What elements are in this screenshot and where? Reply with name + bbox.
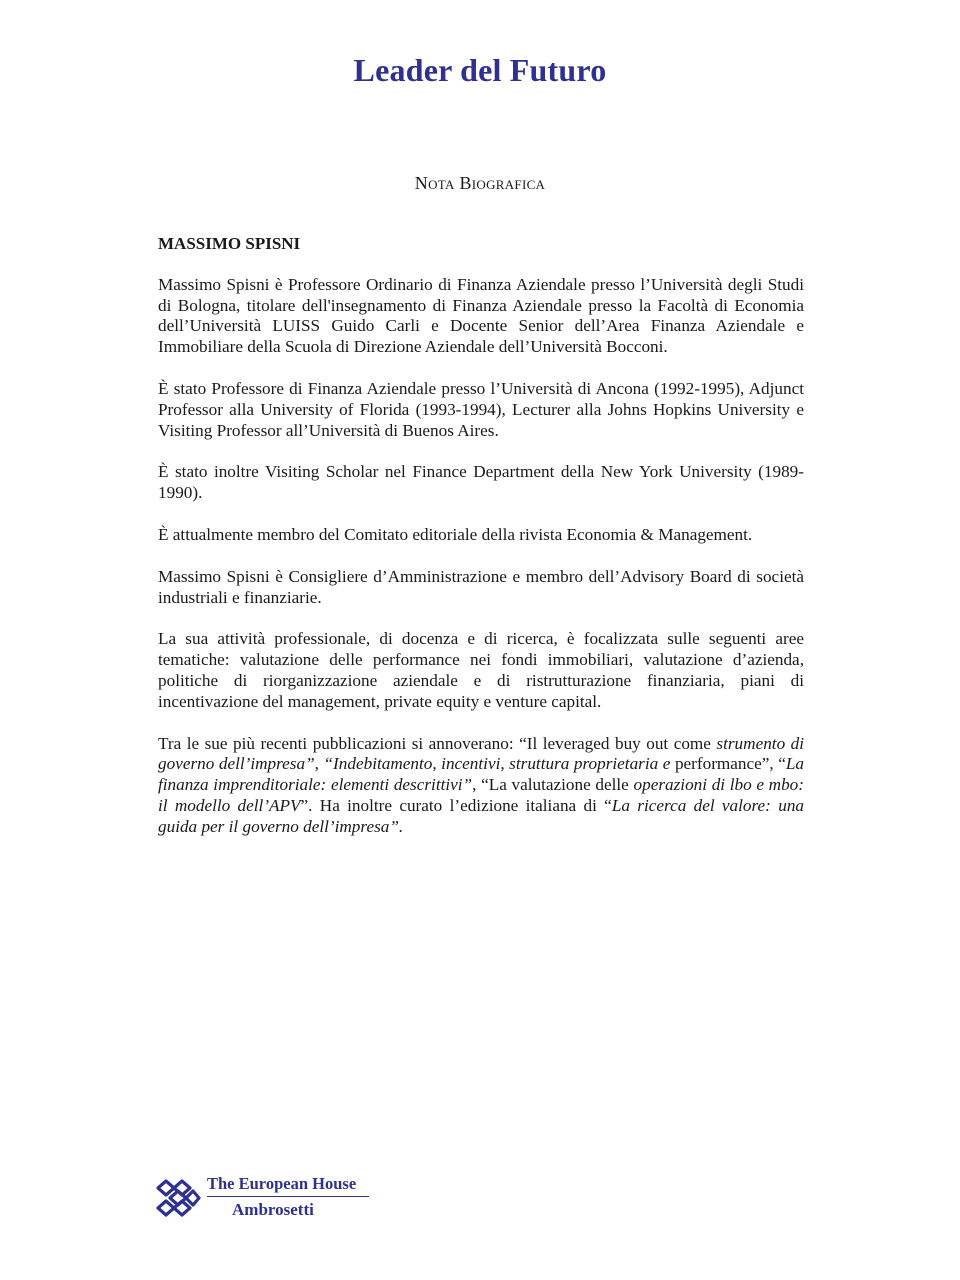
section-heading: Nota Biografica [414,173,546,193]
biography-body [158,234,804,859]
publication-title: La finanza imprenditoriale: elementi descrittivi” [158,754,805,795]
bio-paragraph-2: È stato Professore di Finanza Aziendale presso l’Università di Ancona (1992-1995), Adjunct Professor alla University of Florida (1993-1994), Lecturer alla Johns Hopkins University e Visiting Professor all’Università di Buenos Aires. [158,378,804,440]
publications-text: , “La valutazione delle [472,775,634,795]
logo-divider [207,1196,369,1197]
publication-title: La ricerca del valore: una guida per il governo dell’impresa”. [158,795,805,836]
page-title: Leader del Futuro [353,52,607,88]
bio-paragraph-4: È attualmente membro del Comitato editoriale della rivista Economia & Management. [158,524,753,544]
publications-text: Tra le sue più recenti pubblicazioni si annoverano: “Il leveraged buy out come [158,733,717,753]
bio-paragraph-1: Massimo Spisni è Professore Ordinario di Finanza Aziendale presso l’Università degli Studi di Bologna, titolare dell'insegnamento di Finanza Aziendale presso la Facoltà di Economia dell’Università LUISS Guido Carli e Docente Senior dell’Area Finanza Aziendale e Immobiliare della Scuola di Direzione Aziendale dell’Università Bocconi. [158,274,804,357]
person-name: MASSIMO SPISNI [158,234,301,253]
bio-paragraph-5: Massimo Spisni è Consigliere d’Amministrazione e membro dell’Advisory Board di società industriali e finanziarie. [158,566,804,607]
publications-text: ”. Ha inoltre curato l’edizione italiana di “ [300,795,612,815]
publication-title: “Indebitamento, incentivi, struttura proprietaria e [323,754,671,774]
footer-logo [155,1174,375,1224]
publications-text: performance”, “ [670,754,786,774]
publication-title: strumento di governo dell’impresa” [158,733,805,774]
bio-paragraph-6: La sua attività professionale, di docenza e di ricerca, è focalizzata sulle seguenti aree tematiche: valutazione delle performance nei fondi immobiliari, valutazione d’azienda, politiche di riorganizzazione aziendale e di ristrutturazione finanziaria, piani di incentivazione del management, private equity e venture capital. [158,629,804,711]
publication-title: operazioni di lbo e mbo: il modello dell’APV [158,775,805,815]
bio-paragraph-3: È stato inoltre Visiting Scholar nel Finance Department della New York University (1989-1990). [158,462,804,503]
bio-paragraph-7 [158,734,804,838]
european-house-logo-icon [155,1178,201,1218]
logo-text-line1: The European House [207,1174,357,1193]
publications-text: , [314,754,324,774]
logo-text-line2: Ambrosetti [232,1200,314,1219]
